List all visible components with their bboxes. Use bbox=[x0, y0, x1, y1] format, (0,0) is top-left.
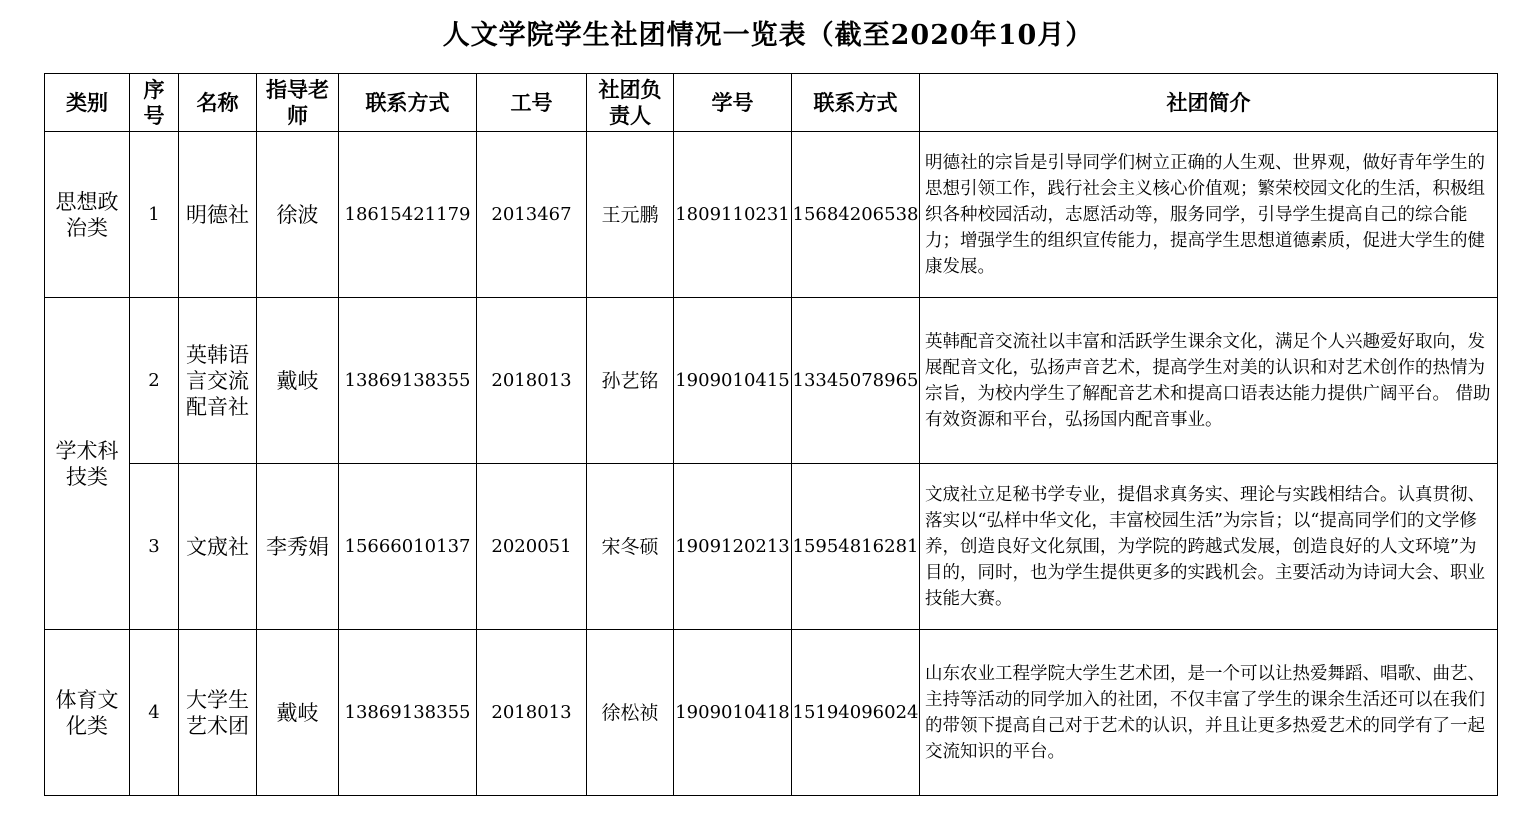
header-staff-id: 工号 bbox=[477, 74, 587, 132]
student-id-cell: 1909010418 bbox=[674, 630, 792, 796]
advisor-contact-cell: 13869138355 bbox=[339, 298, 477, 464]
student-id-cell: 1909120213 bbox=[674, 464, 792, 630]
table-row bbox=[45, 630, 1498, 796]
advisor-cell: 李秀娟 bbox=[257, 464, 339, 630]
student-id-cell: 1809110231 bbox=[674, 132, 792, 298]
header-leader-contact: 联系方式 bbox=[792, 74, 920, 132]
category-cell: 体育文化类 bbox=[45, 630, 130, 796]
intro-cell: 山东农业工程学院大学生艺术团，是一个可以让热爱舞蹈、唱歌、曲艺、主持等活动的同学加入的社团，不仅丰富了学生的课余生活还可以在我们的带领下提高自己对于艺术的认识，并且让更多热爱艺术的同学有了一起交流知识的平台。 bbox=[920, 630, 1498, 796]
index-cell: 4 bbox=[130, 630, 179, 796]
leader-contact-cell: 15954816281 bbox=[792, 464, 920, 630]
club-name-cell: 文宬社 bbox=[179, 464, 257, 630]
header-advisor-contact: 联系方式 bbox=[339, 74, 477, 132]
header-student-id: 学号 bbox=[674, 74, 792, 132]
leader-cell: 孙艺铭 bbox=[587, 298, 674, 464]
advisor-contact-cell: 15666010137 bbox=[339, 464, 477, 630]
advisor-contact-cell: 18615421179 bbox=[339, 132, 477, 298]
advisor-contact-cell: 13869138355 bbox=[339, 630, 477, 796]
leader-contact-cell: 13345078965 bbox=[792, 298, 920, 464]
leader-contact-cell: 15684206538 bbox=[792, 132, 920, 298]
intro-cell: 英韩配音交流社以丰富和活跃学生课余文化，满足个人兴趣爱好取向，发展配音文化，弘扬声音艺术，提高学生对美的认识和对艺术创作的热情为宗旨，为校内学生了解配音艺术和提高口语表达能力提供广阔平台。 借助有效资源和平台，弘扬国内配音事业。 bbox=[920, 298, 1498, 464]
leader-cell: 宋冬硕 bbox=[587, 464, 674, 630]
category-cell: 学术科技类 bbox=[45, 298, 130, 630]
advisor-cell: 戴岐 bbox=[257, 630, 339, 796]
header-row bbox=[45, 74, 1498, 132]
staff-id-cell: 2013467 bbox=[477, 132, 587, 298]
leader-cell: 王元鹏 bbox=[587, 132, 674, 298]
page-title: 人文学院学生社团情况一览表（截至2020年10月） bbox=[442, 20, 1094, 51]
header-advisor: 指导老师 bbox=[257, 74, 339, 132]
table-row bbox=[45, 298, 1498, 464]
leader-contact-cell: 15194096024 bbox=[792, 630, 920, 796]
advisor-cell: 戴岐 bbox=[257, 298, 339, 464]
intro-cell: 明德社的宗旨是引导同学们树立正确的人生观、世界观，做好青年学生的思想引领工作，践行社会主义核心价值观；繁荣校园文化的生活，积极组织各种校园活动，志愿活动等，服务同学，引导学生提高自己的综合能力；增强学生的组织宣传能力，提高学生思想道德素质，促进大学生的健康发展。 bbox=[920, 132, 1498, 298]
header-name: 名称 bbox=[179, 74, 257, 132]
staff-id-cell: 2018013 bbox=[477, 630, 587, 796]
category-cell: 思想政治类 bbox=[45, 132, 130, 298]
advisor-cell: 徐波 bbox=[257, 132, 339, 298]
table-row bbox=[45, 132, 1498, 298]
header-intro: 社团简介 bbox=[920, 74, 1498, 132]
intro-cell: 文宬社立足秘书学专业，提倡求真务实、理论与实践相结合。认真贯彻、落实以“弘样中华文化，丰富校园生活”为宗旨；以“提高同学们的文学修养，创造良好文化氛围，为学院的跨越式发展，创造良好的人文环境”为目的，同时，也为学生提供更多的实践机会。主要活动为诗词大会、职业技能大赛。 bbox=[920, 464, 1498, 630]
index-cell: 3 bbox=[130, 464, 179, 630]
club-table bbox=[44, 73, 1498, 796]
index-cell: 2 bbox=[130, 298, 179, 464]
club-name-cell: 大学生艺术团 bbox=[179, 630, 257, 796]
header-index: 序号 bbox=[130, 74, 179, 132]
header-category: 类别 bbox=[45, 74, 130, 132]
header-leader: 社团负责人 bbox=[587, 74, 674, 132]
table-row bbox=[45, 464, 1498, 630]
index-cell: 1 bbox=[130, 132, 179, 298]
club-name-cell: 英韩语言交流配音社 bbox=[179, 298, 257, 464]
leader-cell: 徐松祯 bbox=[587, 630, 674, 796]
staff-id-cell: 2020051 bbox=[477, 464, 587, 630]
club-name-cell: 明德社 bbox=[179, 132, 257, 298]
staff-id-cell: 2018013 bbox=[477, 298, 587, 464]
student-id-cell: 1909010415 bbox=[674, 298, 792, 464]
